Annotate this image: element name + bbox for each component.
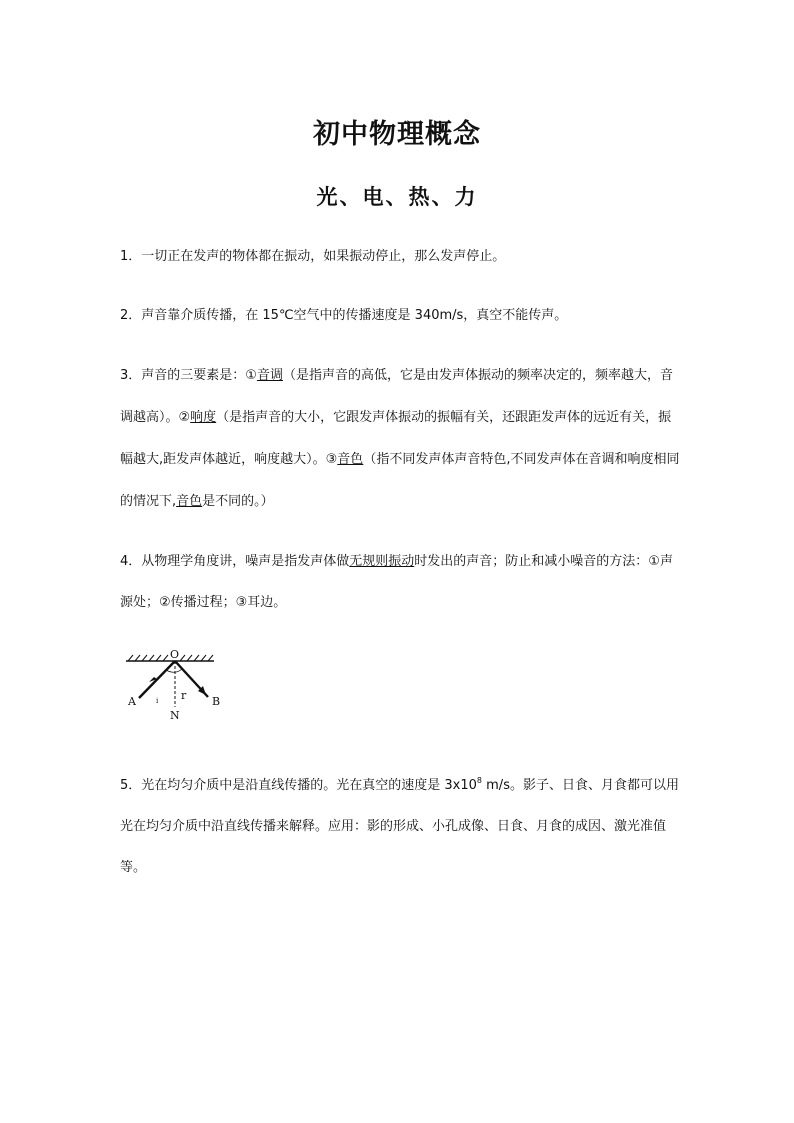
paragraph-3-text-4: （指不同发声体声音特色,不同发声体在音调和响度相同的情况下, [120,452,680,509]
exponent: 8 [476,776,483,785]
incident-ray [139,661,175,698]
paragraph-4 [120,541,680,623]
term-timbre: 音色 [337,452,364,467]
term-irregular-vibration: 无规则振动 [349,554,415,569]
paragraph-2-text: 2．声音靠介质传播，在 15℃空气中的传播速度是 340m/s，真空不能传声。 [120,308,568,323]
term-loudness: 响度 [190,410,217,425]
label-i: i [156,697,159,705]
term-pitch: 音调 [256,368,283,383]
paragraph-5 [120,765,680,888]
paragraph-1-text: 1．一切正在发声的物体都在振动，如果振动停止，那么发声停止。 [120,249,506,264]
page-subtitle: 光、电、热、力 [316,185,478,209]
paragraph-3 [120,355,680,523]
paragraph-5-text-1: 5．光在均匀介质中是沿直线传播的。光在真空的速度是 3x10 [120,778,477,793]
label-a: A [128,695,136,708]
term-timbre-2: 音色 [176,494,203,509]
paragraph-3-text-2: （是指声音的高低，它是由发声体振动的频率决定的，频率越大，音调越高）。② [120,368,673,425]
paragraph-5-text-2: m/s。影子、日食、月食都可以用光在均匀介质中沿直线传播来解释。应用：影的形成、小孔成像、日食、月食的成因、激光准值等。 [120,778,679,875]
label-n: N [170,709,180,720]
paragraph-2 [120,295,680,336]
paragraph-1 [120,236,680,277]
page-title: 初中物理概念 [313,119,481,150]
label-b: B [212,695,221,708]
reflection-diagram [122,645,232,720]
paragraph-4-text-1: 4．从物理学角度讲，噪声是指发声体做 [120,554,350,569]
paragraph-3-text-5: 是不同的。） [202,494,274,509]
paragraph-4-text-2: 时发出的声音；防止和减小噪音的方法：①声源处；②传播过程；③耳边。 [120,554,673,610]
paragraph-3-text-1: 3．声音的三要素是：① [120,368,257,383]
label-r: r [181,689,187,702]
paragraph-3-text-3: （是指声音的大小，它跟发声体振动的振幅有关，还跟距发声体的远近有关，振幅越大,距发声体越近，响度越大）。③ [120,410,672,467]
label-o: O [170,648,180,661]
